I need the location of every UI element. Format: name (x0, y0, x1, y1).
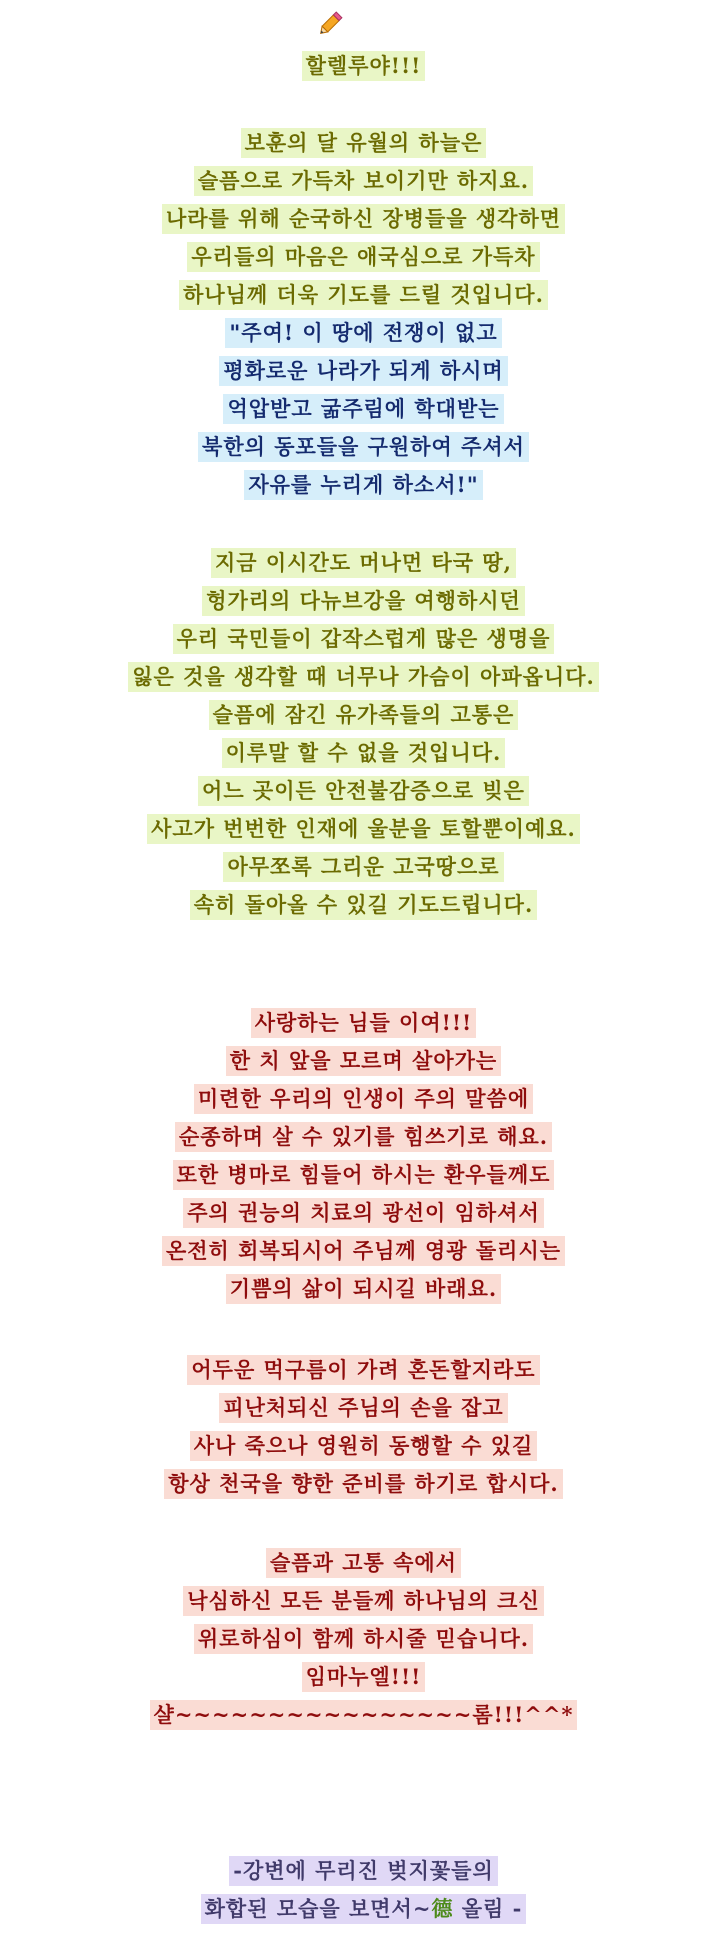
poem-line: 슬픔과 고통 속에서 (0, 1544, 727, 1582)
poem-line: 나라를 위해 순국하신 장병들을 생각하면 (0, 200, 727, 238)
poem-line: 한 치 앞을 모르며 살아가는 (0, 1042, 727, 1080)
prayer-line: 억압받고 굶주림에 학대받는 (0, 390, 727, 428)
poem-line: 어느 곳이든 안전불감증으로 빚은 (0, 772, 727, 810)
prayer-line: 자유를 누리게 하소서!" (0, 466, 727, 504)
poem-line: 속히 돌아올 수 있길 기도드립니다. (0, 886, 727, 924)
poem-line: 우리들의 마음은 애국심으로 가득차 (0, 238, 727, 276)
poem-line: 우리 국민들이 갑작스럽게 많은 생명을 (0, 620, 727, 658)
poem-line: 또한 병마로 힘들어 하시는 환우들께도 (0, 1156, 727, 1194)
prayer-line: 북한의 동포들을 구원하여 주셔서 (0, 428, 727, 466)
poem-line: 헝가리의 다뉴브강을 여행하시던 (0, 582, 727, 620)
poem-line: 슬픔에 잠긴 유가족들의 고통은 (0, 696, 727, 734)
prayer-line: "주여! 이 땅에 전쟁이 없고 (0, 314, 727, 352)
poem-line: 하나님께 더욱 기도를 드릴 것입니다. (0, 276, 727, 314)
poem-line: 잃은 것을 생각할 때 너무나 가슴이 아파옵니다. (0, 658, 727, 696)
poem-line: 주의 권능의 치료의 광선이 임하셔서 (0, 1194, 727, 1232)
poem-line: 피난처되신 주님의 손을 잡고 (0, 1389, 727, 1427)
poem-line: 아무쪼록 그리운 고국땅으로 (0, 848, 727, 886)
signature-accent-char: 德 (431, 1896, 454, 1921)
poem-line: 사고가 번번한 인재에 울분을 토할뿐이예요. (0, 810, 727, 848)
signature-text: 올림 - (453, 1896, 523, 1921)
poem-line: 미련한 우리의 인생이 주의 말씀에 (0, 1080, 727, 1118)
poem-title: 할렐루야!!! (0, 47, 727, 85)
poem-line: 항상 천국을 향한 준비를 하기로 합시다. (0, 1465, 727, 1503)
poem-line: 보훈의 달 유월의 하늘은 (0, 124, 727, 162)
poem-line: 임마누엘!!! (0, 1658, 727, 1696)
poem-line: 이루말 할 수 없을 것입니다. (0, 734, 727, 772)
poem-line: 기쁨의 삶이 되시길 바래요. (0, 1270, 727, 1308)
poem-line: 슬픔으로 가득차 보이기만 하지요. (0, 162, 727, 200)
poem-line: 사나 죽으나 영원히 동행할 수 있길 (0, 1427, 727, 1465)
poem-line: 위로하심이 함께 하시줄 믿습니다. (0, 1620, 727, 1658)
poem-line: 지금 이시간도 머나먼 타국 땅, (0, 544, 727, 582)
prayer-line: 평화로운 나라가 되게 하시며 (0, 352, 727, 390)
poem-line: 순종하며 살 수 있기를 힘쓰기로 해요. (0, 1118, 727, 1156)
signature-line (0, 1890, 727, 1928)
pencil-icon (318, 8, 346, 36)
signature-line: -강변에 무리진 벚지꽃들의 (0, 1852, 727, 1890)
poem-line: 샬~~~~~~~~~~~~~~~~롬!!!^^* (0, 1696, 727, 1734)
signature-text: 화합된 모습을 보면서~ (204, 1896, 432, 1921)
poem-line: 어두운 먹구름이 가려 혼돈할지라도 (0, 1351, 727, 1389)
poem-line: 사랑하는 님들 이여!!! (0, 1004, 727, 1042)
poem-line: 낙심하신 모든 분들께 하나님의 크신 (0, 1582, 727, 1620)
poem-line: 온전히 회복되시어 주님께 영광 돌리시는 (0, 1232, 727, 1270)
